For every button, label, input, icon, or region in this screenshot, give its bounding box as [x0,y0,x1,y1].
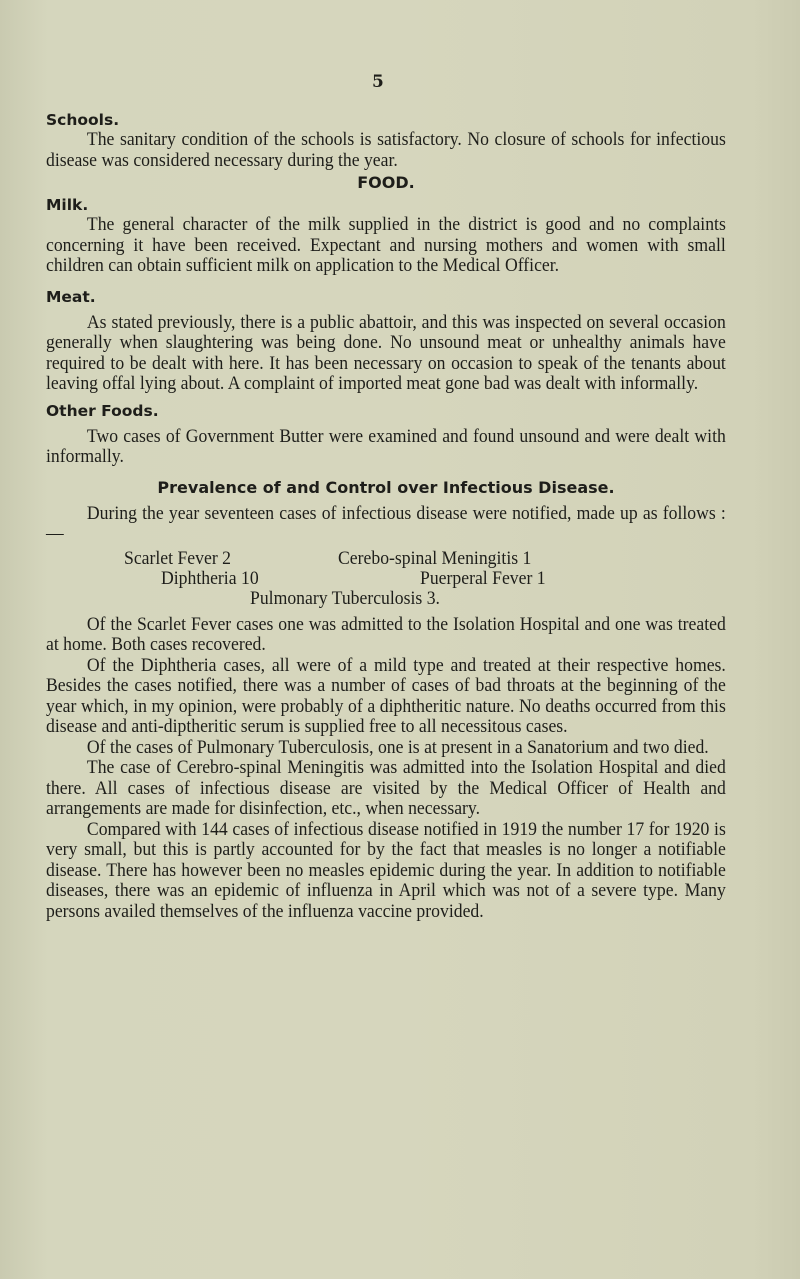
case-pulmonary-tuberculosis: Pulmonary Tuberculosis 3. [250,587,440,609]
infectious-disease-heading: Prevalence of and Control over Infectious Disease. [157,477,615,497]
infectious-disease-section [46,478,726,923]
schools-heading: Schools. [46,111,120,129]
case-diphtheria: Diphtheria 10 [161,567,259,589]
tuberculosis-paragraph: Of the cases of Pulmonary Tuberculosis, one is at present in a Sanatorium and two died. [86,736,709,758]
infectious-disease-intro: During the year seventeen cases of infectious disease were notified, made up as follows :— [46,502,726,544]
other-foods-section [46,401,726,468]
other-foods-paragraph: Two cases of Government Butter were examined and found unsound and were dealt with informally. [46,425,726,467]
scarlet-fever-paragraph: Of the Scarlet Fever cases one was admitted to the Isolation Hospital and one was treated at home. Both cases recovered. [46,613,726,655]
food-heading: FOOD. [357,173,415,192]
meat-heading: Meat. [46,287,96,306]
meat-section [46,287,726,395]
schools-paragraph: The sanitary condition of the schools is satisfactory. No closure of schools for infectious disease was considered necessary during the year. [46,129,726,171]
page-number: 5 [372,72,384,92]
meat-paragraph: As stated previously, there is a public abattoir, and this was inspected on several occasion generally when slaughtering was being done. No unsound meat or unhealthy animals have required to be dealt with here. It has been necessary on occasion to speak of the tenants about leaving offal lying about. A complaint of imported meat gone bad was dealt with informally. [46,311,726,394]
page-content [46,110,726,922]
case-scarlet-fever: Scarlet Fever 2 [124,547,231,569]
case-cerebo-spinal-meningitis: Cerebo-spinal Meningitis 1 [338,547,532,569]
case-puerperal-fever: Puerperal Fever 1 [420,567,546,589]
meningitis-paragraph: The case of Cerebro-spinal Meningitis was admitted into the Isolation Hospital and died there. All cases of infectious disease are visited by the Medical Officer of Health and arrangements are made for disinfection, etc., when necessary. [46,757,726,819]
milk-heading: Milk. [46,196,89,214]
schools-section [46,110,726,171]
diphtheria-paragraph: Of the Diphtheria cases, all were of a mild type and treated at their respective homes. Besides the cases notified, there was a number of cases of bad throats at the beginning of the year which, in my opinion, were probably of a diphtheritic nature. No deaths occurred from this disease and anti-diptheritic serum is supplied free to all necessitous cases. [46,654,726,737]
milk-section [46,195,726,277]
other-foods-heading: Other Foods. [46,401,159,420]
comparison-paragraph: Compared with 144 cases of infectious disease notified in 1919 the number 17 for 1920 is very small, but this is partly accounted for by the fact that measles is no longer a notifiable disease. There has however been no measles epidemic during the year. In addition to notifiable diseases, there was an epidemic of influenza in April which was not of a severe type. Many persons availed themselves of the influenza vaccine provided. [46,818,726,922]
case-list [46,547,726,611]
milk-paragraph: The general character of the milk supplied in the district is good and no complaints concerning it have been received. Expectant and nursing mothers and women with small children can obtain sufficient milk on application to the Medical Officer. [46,214,726,276]
